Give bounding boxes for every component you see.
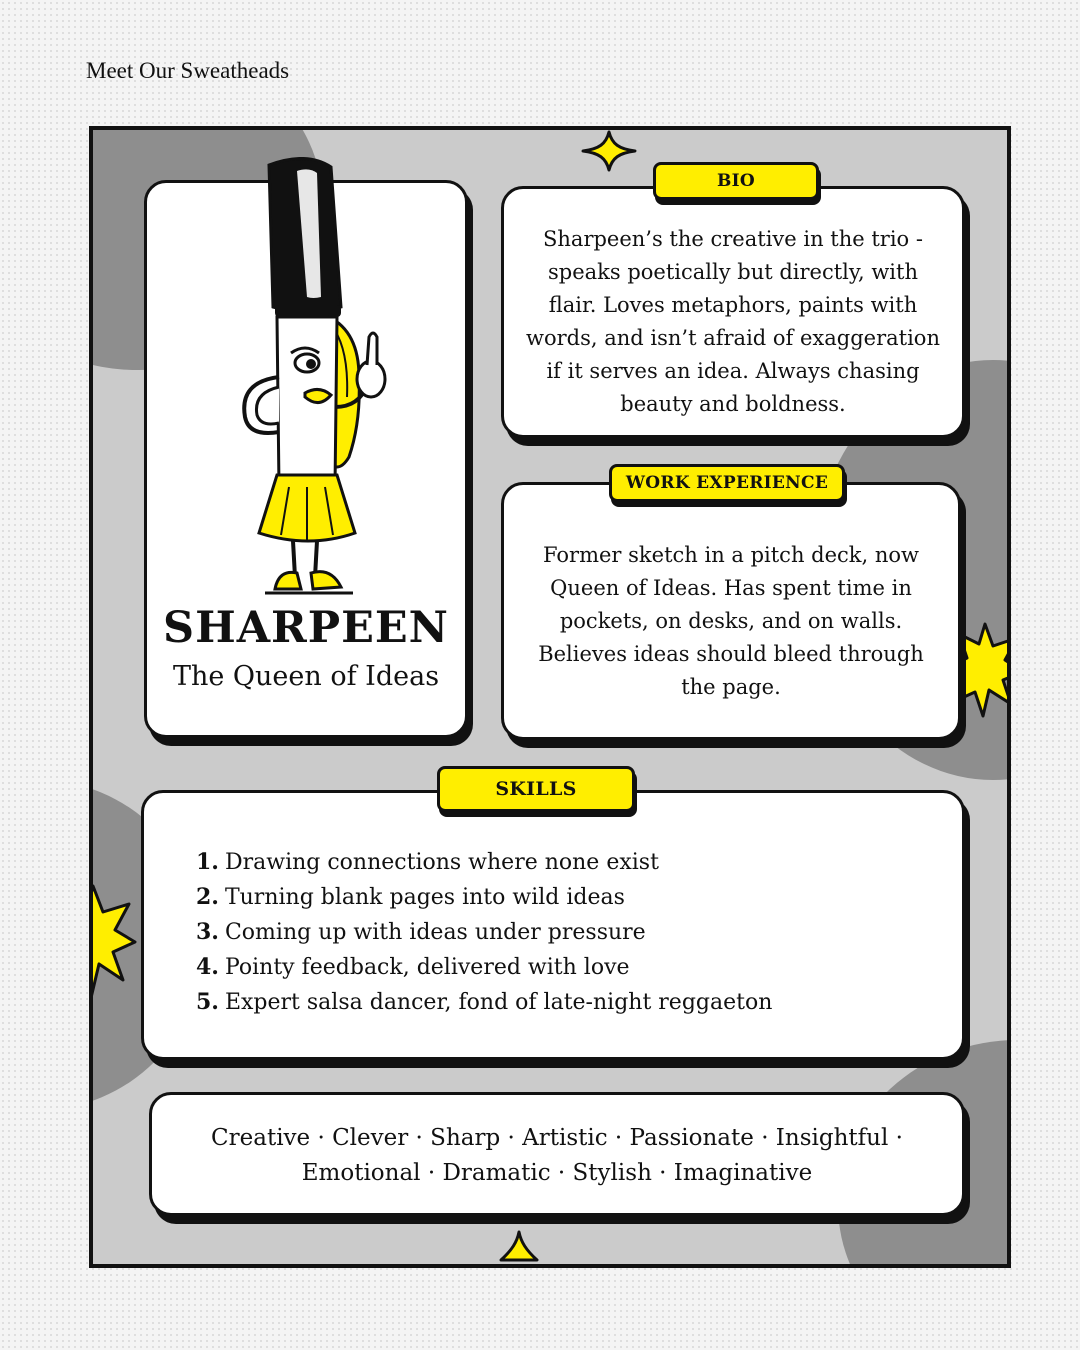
bio-label: BIO [653,162,819,200]
sparkle-star-icon [499,1230,539,1264]
skill-text: Pointy feedback, delivered with love [224,955,630,980]
work-line: Queen of Ideas. Has spent time in [550,576,912,600]
skill-item [196,845,772,880]
traits-card [149,1092,965,1216]
bio-line: words, and isn’t afraid of exaggeration [526,326,940,350]
skill-text: Turning blank pages into wild ideas [224,885,625,910]
skill-text: Expert salsa dancer, fond of late-night reggaeton [224,990,773,1015]
skills-list [196,845,772,1020]
skill-number: 3. [196,919,219,945]
burst-star-icon [89,882,137,1002]
bio-line: speaks poetically but directly, with [548,260,918,284]
bio-line: beauty and boldness. [620,392,846,416]
work-line: the page. [681,675,781,699]
work-line: pockets, on desks, and on walls. [559,609,903,633]
skill-text: Drawing connections where none exist [224,850,659,875]
skill-item [196,985,772,1020]
bio-card [501,186,965,438]
pen-character-illustration [209,157,409,597]
sparkle-star-icon [579,130,639,172]
traits-line: Creative · Clever · Sharp · Artistic · Passionate · Insightful · [211,1125,903,1151]
skills-label: SKILLS [437,766,635,812]
skill-text: Coming up with ideas under pressure [224,920,646,945]
bio-line: flair. Loves metaphors, paints with [548,293,918,317]
page-title: Meet Our Sweatheads [86,58,290,83]
skill-number: 1. [196,849,219,875]
character-title: The Queen of Ideas [172,661,440,692]
traits-line: Emotional · Dramatic · Stylish · Imaginative [301,1160,813,1186]
skill-number: 5. [196,989,219,1015]
work-experience-label: WORK EXPERIENCE [609,464,845,502]
bio-line: Sharpeen’s the creative in the trio - [543,227,923,251]
skill-item [196,950,772,985]
character-profile-card [144,180,468,738]
work-experience-card [501,482,961,740]
skill-number: 4. [196,954,219,980]
work-experience-text [518,539,944,704]
skill-item [196,915,772,950]
skills-card [141,790,965,1060]
work-line: Former sketch in a pitch deck, now [542,543,919,567]
work-line: Believes ideas should bleed through [538,642,924,666]
skill-number: 2. [196,884,219,910]
character-card-frame [89,126,1011,1268]
character-name: SHARPEEN [163,603,449,653]
bio-line: if it serves an idea. Always chasing [546,359,920,383]
traits-text [182,1121,932,1191]
bio-text [518,223,948,421]
skill-item [196,880,772,915]
